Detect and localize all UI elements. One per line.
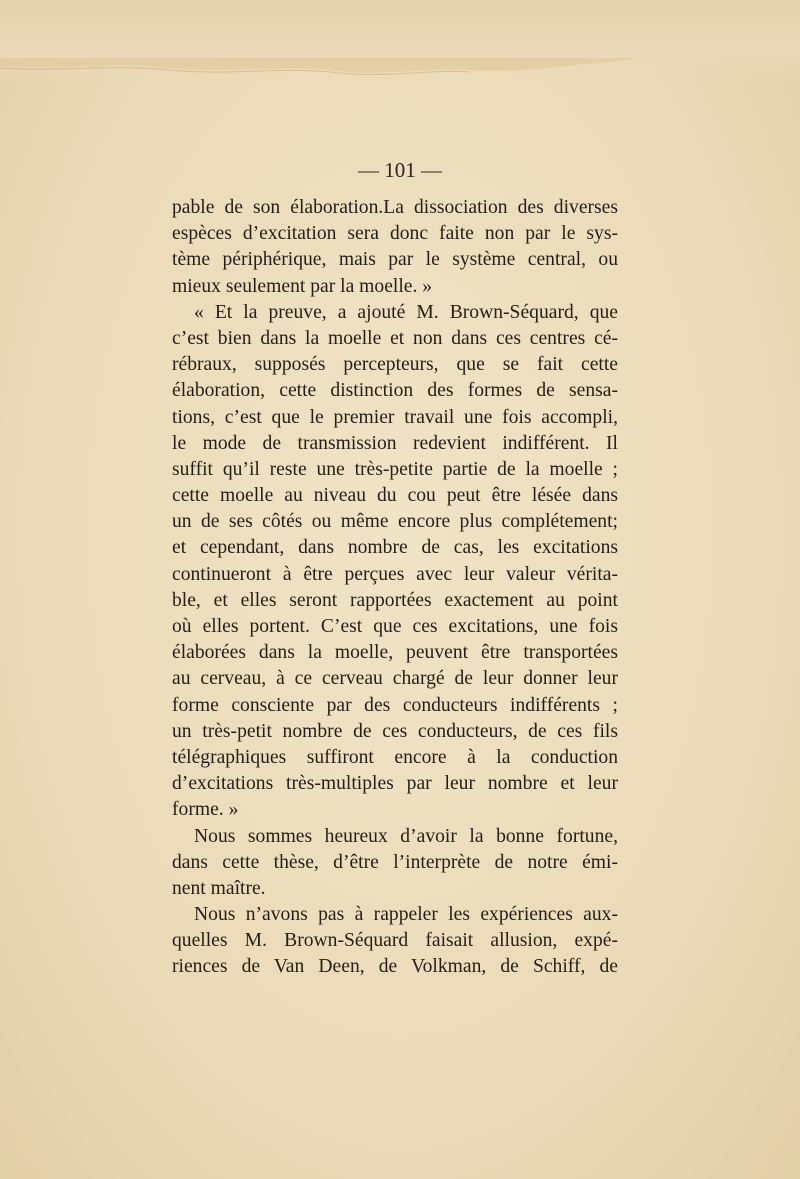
text-line: Nous sommes heureux d’avoir la bonne fortune, xyxy=(194,825,618,847)
text-line: un très-petit nombre de ces conducteurs, de ces fils xyxy=(172,720,618,742)
torn-edge-stain xyxy=(0,58,800,88)
text-line: nent maître. xyxy=(172,877,266,899)
text-line: pable de son élaboration.La dissociation des diverses xyxy=(172,197,618,218)
body-text xyxy=(172,195,618,981)
text-line: « Et la preuve, a ajouté M. Brown-Séquard, que xyxy=(194,301,618,323)
text-line: c’est bien dans la moelle et non dans ces centres cé- xyxy=(172,327,618,349)
text-line: élaborées dans la moelle, peuvent être transportées xyxy=(172,642,618,664)
text-line: Nous n’avons pas à rappeler les expériences aux- xyxy=(194,904,618,926)
text-line: forme. » xyxy=(172,799,239,821)
text-line: tions, c’est que le premier travail une fois accompli, xyxy=(172,406,618,428)
text-line: continueront à être perçues avec leur valeur vérita- xyxy=(172,563,618,585)
text-line: le mode de transmission redevient indifférent. Il xyxy=(172,432,618,454)
text-line: dans cette thèse, d’être l’interprète de notre émi- xyxy=(172,851,618,873)
text-line: télégraphiques suffiront encore à la conduction xyxy=(172,746,618,768)
text-line: élaboration, cette distinction des formes de sensa- xyxy=(172,380,618,402)
text-line: quelles M. Brown-Séquard faisait allusion, expé- xyxy=(172,930,618,952)
text-line: tème périphérique, mais par le système central, ou xyxy=(172,249,618,271)
page-number: — 101 — xyxy=(358,158,442,182)
text-line: suffit qu’il reste une très-petite partie de la moelle ; xyxy=(172,458,618,480)
text-line: espèces d’excitation sera donc faite non par le sys- xyxy=(172,223,618,245)
text-line: ble, et elles seront rapportées exactement au point xyxy=(172,589,618,611)
text-line: mieux seulement par la moelle. » xyxy=(172,275,433,297)
text-line: rébraux, supposés percepteurs, que se fait cette xyxy=(172,354,618,376)
text-line: cette moelle au niveau du cou peut être lésée dans xyxy=(172,485,618,507)
text-line: où elles portent. C’est que ces excitations, une fois xyxy=(172,616,618,637)
text-line: forme consciente par des conducteurs indifférents ; xyxy=(172,694,618,716)
text-line: un de ses côtés ou même encore plus complétement; xyxy=(172,511,618,533)
text-line: d’excitations très-multiples par leur nombre et leur xyxy=(172,773,618,795)
text-line: riences de Van Deen, de Volkman, de Schiff, de xyxy=(172,956,618,978)
text-line: et cependant, dans nombre de cas, les excitations xyxy=(172,537,618,559)
text-line: au cerveau, à ce cerveau chargé de leur donner leur xyxy=(172,668,618,690)
